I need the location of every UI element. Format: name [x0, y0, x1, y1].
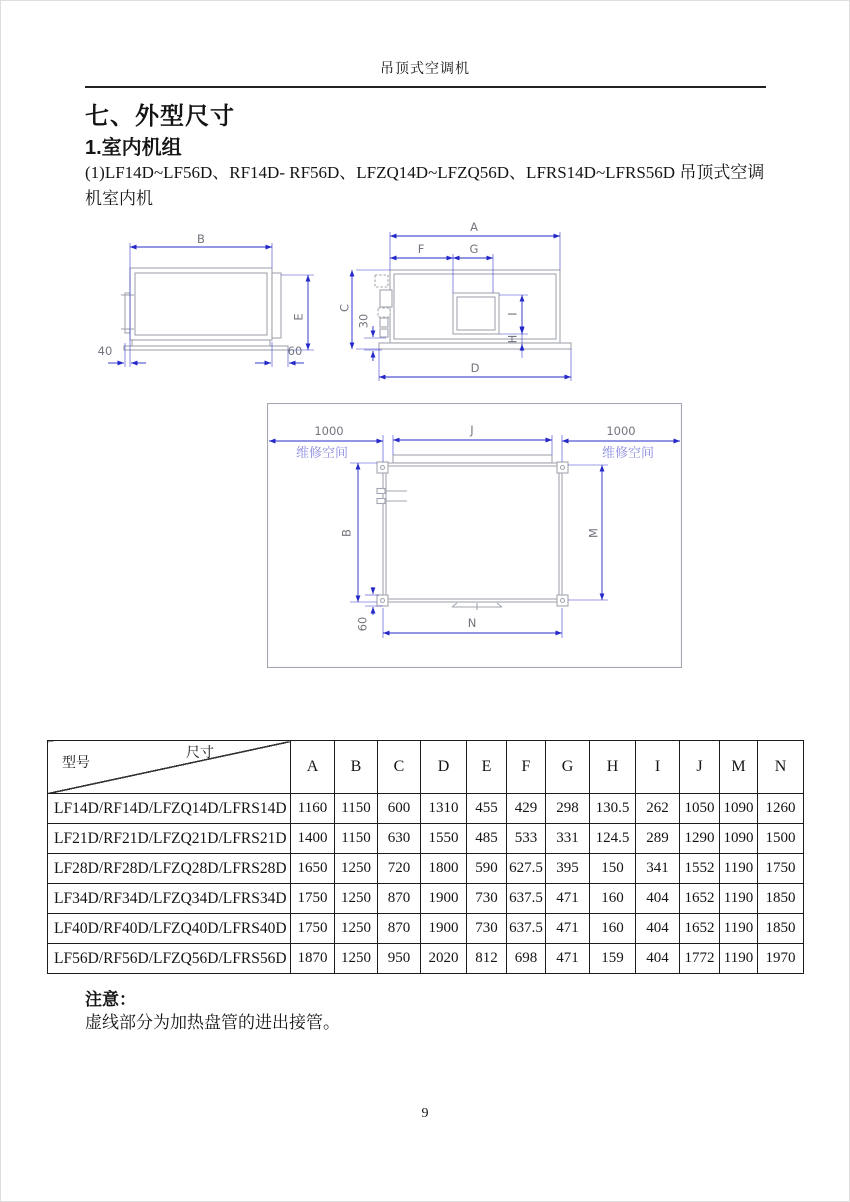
- value-cell: 1750: [291, 914, 335, 944]
- value-cell: 1250: [335, 944, 378, 974]
- column-header: A: [291, 741, 335, 794]
- value-cell: 637.5: [507, 884, 546, 914]
- column-header: F: [507, 741, 546, 794]
- table-row: [48, 884, 804, 914]
- value-cell: 1190: [720, 944, 758, 974]
- value-cell: 395: [546, 854, 590, 884]
- side-view-body: [121, 268, 288, 350]
- front-view-diagram: [338, 218, 600, 390]
- pipe-connection: [377, 489, 385, 494]
- value-cell: 720: [378, 854, 421, 884]
- model-cell: LF14D/RF14D/LFZQ14D/LFRS14D: [48, 794, 291, 824]
- table-row: [48, 914, 804, 944]
- column-header: E: [467, 741, 507, 794]
- value-cell: 485: [467, 824, 507, 854]
- value-cell: 590: [467, 854, 507, 884]
- dim-label-g: G: [469, 242, 479, 256]
- value-cell: 298: [546, 794, 590, 824]
- dim-label-a: A: [470, 220, 478, 234]
- column-header: H: [590, 741, 636, 794]
- value-cell: 730: [467, 914, 507, 944]
- dim-label-i: I: [505, 312, 520, 316]
- value-cell: 533: [507, 824, 546, 854]
- value-cell: 404: [636, 914, 680, 944]
- table-row: [48, 944, 804, 974]
- table-header-row: [48, 741, 804, 794]
- value-cell: 600: [378, 794, 421, 824]
- heating-pipe-stub: [378, 308, 390, 317]
- front-view-body: [375, 270, 571, 349]
- dim-label-j: J: [470, 423, 474, 437]
- plan-view-body: [377, 455, 568, 610]
- dim-label-e: E: [291, 313, 306, 321]
- note-title: 注意：: [85, 990, 136, 1009]
- dimension-table: [47, 740, 804, 974]
- value-cell: 627.5: [507, 854, 546, 884]
- value-cell: 1750: [758, 854, 804, 884]
- value-cell: 159: [590, 944, 636, 974]
- value-cell: 262: [636, 794, 680, 824]
- value-cell: 1250: [335, 914, 378, 944]
- value-cell: 1050: [680, 794, 720, 824]
- value-cell: 730: [467, 884, 507, 914]
- value-cell: 1900: [421, 884, 467, 914]
- value-cell: 429: [507, 794, 546, 824]
- column-header: I: [636, 741, 680, 794]
- header-rule: [85, 86, 766, 88]
- value-cell: 1090: [720, 794, 758, 824]
- dim-label-plan-b: B: [339, 529, 354, 537]
- value-cell: 1090: [720, 824, 758, 854]
- value-cell: 870: [378, 914, 421, 944]
- dim-label-c: C: [338, 303, 352, 313]
- value-cell: 1650: [291, 854, 335, 884]
- value-cell: 1150: [335, 794, 378, 824]
- model-cell: LF21D/RF21D/LFZQ21D/LFRS21D: [48, 824, 291, 854]
- value-cell: 1800: [421, 854, 467, 884]
- side-view-diagram: [88, 225, 338, 375]
- value-cell: 1250: [335, 884, 378, 914]
- value-cell: 1150: [335, 824, 378, 854]
- dim-label-d: D: [470, 361, 480, 375]
- column-header: G: [546, 741, 590, 794]
- value-cell: 1310: [421, 794, 467, 824]
- dim-label-30: 30: [356, 313, 371, 329]
- heating-pipe-stub: [375, 275, 388, 287]
- value-cell: 950: [378, 944, 421, 974]
- dim-label-1000-left: 1000: [314, 424, 344, 438]
- value-cell: 160: [590, 914, 636, 944]
- dim-label-f: F: [417, 242, 425, 256]
- table-row: [48, 824, 804, 854]
- column-header: M: [720, 741, 758, 794]
- value-cell: 1290: [680, 824, 720, 854]
- value-cell: 404: [636, 944, 680, 974]
- value-cell: 471: [546, 884, 590, 914]
- page-number: 9: [421, 1106, 429, 1121]
- value-cell: 1552: [680, 854, 720, 884]
- intro-paragraph: (1)LF14D~LF56D、RF14D- RF56D、LFZQ14D~LFZQ56D、LFRS14D~LFRS56D 吊顶式空调机室内机: [85, 163, 765, 209]
- dim-label-h: H: [505, 334, 520, 344]
- value-cell: 471: [546, 944, 590, 974]
- service-space-label-right: 维修空间: [601, 445, 655, 460]
- model-cell: LF40D/RF40D/LFZQ40D/LFRS40D: [48, 914, 291, 944]
- dim-label-m: M: [586, 528, 601, 538]
- value-cell: 1190: [720, 914, 758, 944]
- dim-label-1000-right: 1000: [606, 424, 636, 438]
- column-header: B: [335, 741, 378, 794]
- value-cell: 630: [378, 824, 421, 854]
- value-cell: 1850: [758, 914, 804, 944]
- model-cell: LF56D/RF56D/LFZQ56D/LFRS56D: [48, 944, 291, 974]
- value-cell: 1652: [680, 914, 720, 944]
- value-cell: 1260: [758, 794, 804, 824]
- column-header: J: [680, 741, 720, 794]
- service-space-label-left: 维修空间: [295, 445, 349, 460]
- model-cell: LF34D/RF34D/LFZQ34D/LFRS34D: [48, 884, 291, 914]
- value-cell: 1850: [758, 884, 804, 914]
- note-body: 虚线部分为加热盘管的进出接管。: [85, 1013, 340, 1032]
- corner-label-model: 型号: [62, 756, 90, 771]
- value-cell: 455: [467, 794, 507, 824]
- value-cell: 130.5: [590, 794, 636, 824]
- value-cell: 870: [378, 884, 421, 914]
- value-cell: 1190: [720, 884, 758, 914]
- section-title: 七、外型尺寸: [85, 103, 235, 130]
- subsection-title: 1.室内机组: [85, 137, 182, 159]
- table-row: [48, 854, 804, 884]
- value-cell: 1870: [291, 944, 335, 974]
- value-cell: 1190: [720, 854, 758, 884]
- value-cell: 1772: [680, 944, 720, 974]
- value-cell: 1750: [291, 884, 335, 914]
- table-corner-cell: [48, 741, 291, 794]
- value-cell: 124.5: [590, 824, 636, 854]
- model-cell: LF28D/RF28D/LFZQ28D/LFRS28D: [48, 854, 291, 884]
- value-cell: 1900: [421, 914, 467, 944]
- page-header-title: 吊顶式空调机: [380, 62, 470, 77]
- value-cell: 331: [546, 824, 590, 854]
- column-header: N: [758, 741, 804, 794]
- dim-label-n: N: [467, 616, 477, 630]
- value-cell: 1652: [680, 884, 720, 914]
- value-cell: 698: [507, 944, 546, 974]
- value-cell: 637.5: [507, 914, 546, 944]
- value-cell: 150: [590, 854, 636, 884]
- value-cell: 1970: [758, 944, 804, 974]
- value-cell: 160: [590, 884, 636, 914]
- value-cell: 2020: [421, 944, 467, 974]
- dim-label-60: 60: [287, 344, 303, 358]
- value-cell: 289: [636, 824, 680, 854]
- value-cell: 1500: [758, 824, 804, 854]
- value-cell: 1160: [291, 794, 335, 824]
- table-row: [48, 794, 804, 824]
- corner-label-dimension: 尺寸: [186, 746, 214, 761]
- column-header: C: [378, 741, 421, 794]
- dim-label-40: 40: [97, 344, 113, 358]
- value-cell: 1400: [291, 824, 335, 854]
- value-cell: 1250: [335, 854, 378, 884]
- column-header: D: [421, 741, 467, 794]
- value-cell: 1550: [421, 824, 467, 854]
- plan-view-diagram: [267, 403, 682, 668]
- value-cell: 404: [636, 884, 680, 914]
- dim-label-b: B: [197, 232, 205, 246]
- value-cell: 812: [467, 944, 507, 974]
- pipe-connection: [377, 499, 385, 504]
- value-cell: 471: [546, 914, 590, 944]
- value-cell: 341: [636, 854, 680, 884]
- dim-label-plan-60: 60: [355, 616, 370, 632]
